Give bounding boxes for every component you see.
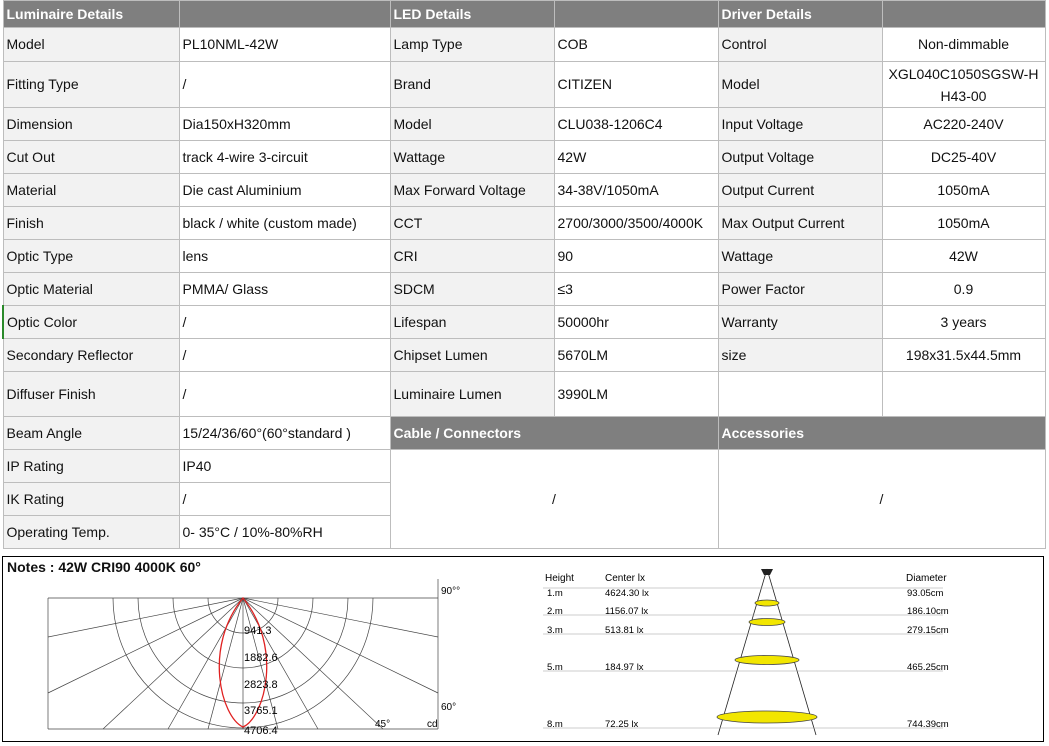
table-row bbox=[3, 108, 1045, 141]
row-label: Material bbox=[3, 174, 179, 207]
row-label: Lamp Type bbox=[390, 28, 554, 62]
row-value: PL10NML-42W bbox=[179, 28, 390, 62]
beam-spot bbox=[755, 600, 779, 606]
row-value: 0- 35°C / 10%-80%RH bbox=[179, 516, 390, 549]
led-header-blank bbox=[554, 1, 718, 28]
height-value: 1.m bbox=[547, 588, 563, 599]
row-label: Output Voltage bbox=[718, 141, 882, 174]
row-label: IK Rating bbox=[3, 483, 179, 516]
row-value: 42W bbox=[554, 141, 718, 174]
beam-spot bbox=[717, 711, 817, 723]
row-label: Optic Color bbox=[3, 306, 179, 339]
row-value: Dia150xH320mm bbox=[179, 108, 390, 141]
row-label: Finish bbox=[3, 207, 179, 240]
row-value: 3990LM bbox=[554, 372, 718, 417]
row-value: 0.9 bbox=[882, 273, 1045, 306]
height-header: Height bbox=[545, 573, 574, 584]
table-row bbox=[3, 207, 1045, 240]
polar-distribution-diagram bbox=[3, 557, 473, 743]
driver-details-header: Driver Details bbox=[718, 1, 882, 28]
row-value: black / white (custom made) bbox=[179, 207, 390, 240]
row-label: Wattage bbox=[718, 240, 882, 273]
row-label: Dimension bbox=[3, 108, 179, 141]
row-value: DC25-40V bbox=[882, 141, 1045, 174]
row-value: 90 bbox=[554, 240, 718, 273]
diameter-value: 279.15cm bbox=[907, 625, 949, 636]
table-row bbox=[3, 240, 1045, 273]
beam-spot bbox=[749, 619, 785, 626]
row-value: Non-dimmable bbox=[882, 28, 1045, 62]
accessories-header: Accessories bbox=[718, 417, 1045, 450]
row-label: Warranty bbox=[718, 306, 882, 339]
diameter-value: 186.10cm bbox=[907, 606, 949, 617]
lux-value: 184.97 lx bbox=[605, 662, 644, 673]
row-value: AC220-240V bbox=[882, 108, 1045, 141]
cable-connectors-value: / bbox=[390, 450, 718, 549]
ring-label: 2823.8 bbox=[244, 679, 278, 691]
table-row bbox=[3, 372, 1045, 417]
height-value: 2.m bbox=[547, 606, 563, 617]
ring-label: 3765.1 bbox=[244, 705, 278, 717]
lux-value: 513.81 lx bbox=[605, 625, 644, 636]
table-row bbox=[3, 273, 1045, 306]
cable-connectors-header: Cable / Connectors bbox=[390, 417, 718, 450]
row-value: / bbox=[179, 483, 390, 516]
row-value: 1050mA bbox=[882, 207, 1045, 240]
diameter-value: 744.39cm bbox=[907, 719, 949, 730]
center-lux-header: Center lx bbox=[605, 573, 646, 584]
lux-value: 1156.07 lx bbox=[605, 606, 649, 617]
row-label: Fitting Type bbox=[3, 62, 179, 108]
row-label: Max Output Current bbox=[718, 207, 882, 240]
spec-table bbox=[2, 0, 1046, 549]
row-label: CCT bbox=[390, 207, 554, 240]
row-empty bbox=[882, 372, 1045, 417]
unit-label: cd bbox=[427, 719, 438, 730]
row-label: Max Forward Voltage bbox=[390, 174, 554, 207]
row-value: COB bbox=[554, 28, 718, 62]
polar-radial bbox=[168, 598, 243, 729]
accessories-value: / bbox=[718, 450, 1045, 549]
row-label: Output Current bbox=[718, 174, 882, 207]
row-value: 5670LM bbox=[554, 339, 718, 372]
row-value: 34-38V/1050mA bbox=[554, 174, 718, 207]
table-row bbox=[3, 306, 1045, 339]
row-label: Luminaire Lumen bbox=[390, 372, 554, 417]
notes-section bbox=[2, 556, 1044, 742]
row-value: 50000hr bbox=[554, 306, 718, 339]
row-label: Model bbox=[390, 108, 554, 141]
row-empty bbox=[718, 372, 882, 417]
row-label: SDCM bbox=[390, 273, 554, 306]
polar-radial bbox=[48, 598, 243, 693]
row-value: 42W bbox=[882, 240, 1045, 273]
row-label: Lifespan bbox=[390, 306, 554, 339]
row-value: 15/24/36/60°(60°standard ) bbox=[179, 417, 390, 450]
notes-title: Notes : 42W CRI90 4000K 60° bbox=[7, 559, 201, 575]
row-label: Input Voltage bbox=[718, 108, 882, 141]
row-value: / bbox=[179, 372, 390, 417]
led-details-header: LED Details bbox=[390, 1, 554, 28]
table-row bbox=[3, 62, 1045, 108]
row-value: 2700/3000/3500/4000K bbox=[554, 207, 718, 240]
row-label: Cut Out bbox=[3, 141, 179, 174]
row-label: size bbox=[718, 339, 882, 372]
row-label: Secondary Reflector bbox=[3, 339, 179, 372]
row-value: 198x31.5x44.5mm bbox=[882, 339, 1045, 372]
row-label: Diffuser Finish bbox=[3, 372, 179, 417]
height-value: 3.m bbox=[547, 625, 563, 636]
diameter-value: 465.25cm bbox=[907, 662, 949, 673]
row-value: CITIZEN bbox=[554, 62, 718, 108]
table-row bbox=[3, 417, 1045, 450]
row-value: 3 years bbox=[882, 306, 1045, 339]
row-label: Beam Angle bbox=[3, 417, 179, 450]
row-label: Model bbox=[718, 62, 882, 108]
row-value: lens bbox=[179, 240, 390, 273]
row-label: Control bbox=[718, 28, 882, 62]
row-label: Operating Temp. bbox=[3, 516, 179, 549]
diameter-header: Diameter bbox=[906, 573, 947, 584]
angle-label-90: 90°° bbox=[441, 586, 461, 597]
driver-header-blank bbox=[882, 1, 1045, 28]
row-label: Optic Material bbox=[3, 273, 179, 306]
lux-value: 4624.30 lx bbox=[605, 588, 649, 599]
row-label: Wattage bbox=[390, 141, 554, 174]
row-label: IP Rating bbox=[3, 450, 179, 483]
row-value: IP40 bbox=[179, 450, 390, 483]
height-value: 8.m bbox=[547, 719, 563, 730]
cone-edge bbox=[718, 569, 767, 735]
illuminance-cone-diagram bbox=[523, 557, 963, 743]
beam-spot bbox=[735, 656, 799, 665]
diameter-value: 93.05cm bbox=[907, 588, 944, 599]
luminaire-header-blank bbox=[179, 1, 390, 28]
row-label: Optic Type bbox=[3, 240, 179, 273]
angle-label-60: 60° bbox=[441, 702, 457, 713]
row-value: PMMA/ Glass bbox=[179, 273, 390, 306]
angle-label-45: 45° bbox=[375, 719, 391, 730]
table-row bbox=[3, 450, 1045, 483]
row-label: CRI bbox=[390, 240, 554, 273]
ring-label: 941.3 bbox=[244, 625, 272, 637]
polar-radial bbox=[208, 598, 243, 729]
row-label: Power Factor bbox=[718, 273, 882, 306]
ring-label: 1882.6 bbox=[244, 652, 278, 664]
cone-edge bbox=[767, 569, 816, 735]
row-value: 1050mA bbox=[882, 174, 1045, 207]
row-label: Model bbox=[3, 28, 179, 62]
row-label: Brand bbox=[390, 62, 554, 108]
row-value: / bbox=[179, 339, 390, 372]
row-value: / bbox=[179, 306, 390, 339]
polar-radial bbox=[103, 598, 243, 729]
table-row bbox=[3, 339, 1045, 372]
table-row bbox=[3, 141, 1045, 174]
ring-label: 4706.4 bbox=[244, 725, 278, 737]
row-value: track 4-wire 3-circuit bbox=[179, 141, 390, 174]
luminaire-details-header: Luminaire Details bbox=[3, 1, 179, 28]
row-value: XGL040C1050SGSW-HH43-00 bbox=[882, 62, 1045, 108]
row-value: ≤3 bbox=[554, 273, 718, 306]
row-value: CLU038-1206C4 bbox=[554, 108, 718, 141]
lux-value: 72.25 lx bbox=[605, 719, 639, 730]
height-value: 5.m bbox=[547, 662, 563, 673]
table-row bbox=[3, 174, 1045, 207]
table-row bbox=[3, 28, 1045, 62]
row-value: Die cast Aluminium bbox=[179, 174, 390, 207]
lamp-icon bbox=[761, 569, 773, 575]
row-value: / bbox=[179, 62, 390, 108]
row-label: Chipset Lumen bbox=[390, 339, 554, 372]
